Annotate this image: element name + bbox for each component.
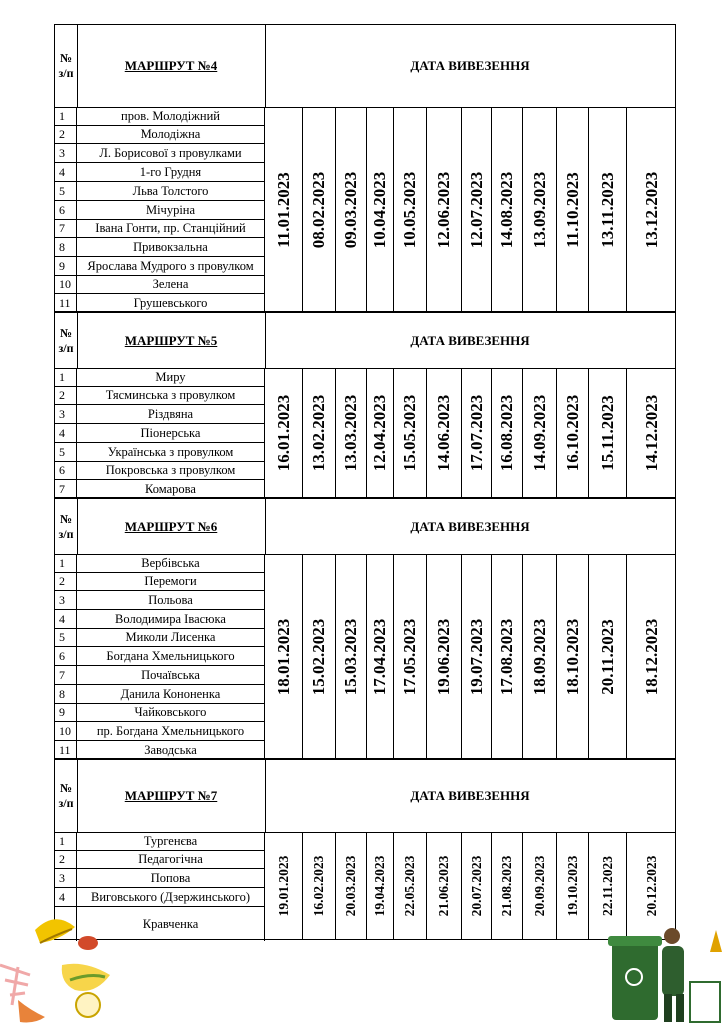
row-number: 7 <box>55 666 77 684</box>
row-number: 7 <box>55 480 77 499</box>
date-cell <box>589 554 627 759</box>
date-cell <box>394 107 427 312</box>
collection-date: 14.06.2023 <box>434 394 453 472</box>
date-cell <box>336 554 367 759</box>
route-title: МАРШРУТ №5 <box>77 313 266 368</box>
table-row <box>55 163 265 182</box>
collection-date: 13.09.2023 <box>529 171 549 248</box>
table-row <box>55 126 265 144</box>
collection-dates <box>265 107 675 312</box>
table-header <box>55 760 675 833</box>
collection-date: 21.06.2023 <box>436 855 451 917</box>
date-cell <box>557 368 589 498</box>
date-cell <box>627 554 677 759</box>
street-name: Виговського (Дзержинського) <box>77 888 265 906</box>
collection-date: 19.01.2023 <box>275 855 291 917</box>
collection-date: 13.03.2023 <box>341 394 360 472</box>
collection-date: 18.12.2023 <box>642 618 661 695</box>
table-row <box>55 368 265 387</box>
collection-date: 20.12.2023 <box>644 855 659 917</box>
row-number: 4 <box>55 888 77 906</box>
date-cell <box>557 832 589 940</box>
date-cell <box>462 554 492 759</box>
street-name: Богдана Хмельницького <box>77 647 265 665</box>
row-number: 1 <box>55 554 77 572</box>
collection-date: 10.04.2023 <box>370 171 389 248</box>
row-number: 9 <box>55 257 77 275</box>
collection-date: 20.11.2023 <box>597 618 617 695</box>
street-name: Польова <box>77 591 265 609</box>
street-name: Миру <box>77 368 265 386</box>
row-number: 2 <box>55 387 77 404</box>
row-number: 1 <box>55 368 77 386</box>
table-row <box>55 647 265 666</box>
date-cell <box>394 832 427 940</box>
date-cell <box>336 368 367 498</box>
date-cell <box>589 368 627 498</box>
date-cell <box>427 832 462 940</box>
collection-date: 11.01.2023 <box>273 171 293 248</box>
row-number: 1 <box>55 107 77 125</box>
dates-column-header: ДАТА ВИВЕЗЕННЯ <box>410 788 530 803</box>
street-name: пров. Молодіжний <box>77 107 265 125</box>
street-name: Чайковського <box>77 704 265 721</box>
collection-date: 08.02.2023 <box>309 171 328 248</box>
date-cell <box>367 368 394 498</box>
date-cell <box>367 107 394 312</box>
table-row <box>55 704 265 722</box>
date-cell <box>557 107 589 312</box>
date-cell <box>265 107 303 312</box>
collection-date: 19.07.2023 <box>466 618 486 695</box>
garbage-collector-illustration <box>604 922 724 1024</box>
number-column-header: № з/п <box>55 313 78 368</box>
table-row <box>55 591 265 610</box>
street-name: 1-го Грудня <box>77 163 265 181</box>
date-cell <box>427 107 462 312</box>
date-cell <box>336 107 367 312</box>
dates-column-header: ДАТА ВИВЕЗЕННЯ <box>410 332 530 348</box>
date-cell <box>589 107 627 312</box>
row-number: 9 <box>55 704 77 721</box>
table-row <box>55 685 265 704</box>
date-cell <box>265 368 303 498</box>
street-name: Грушевського <box>77 294 265 313</box>
collection-date: 12.06.2023 <box>434 171 453 248</box>
table-row <box>55 722 265 741</box>
table-row <box>55 201 265 220</box>
collection-date: 16.08.2023 <box>497 394 516 472</box>
table-row <box>55 443 265 462</box>
number-column-header: № з/п <box>55 25 78 107</box>
street-name: Перемоги <box>77 573 265 590</box>
row-number: 2 <box>55 851 77 868</box>
street-name: Ярослава Мудрого з провулком <box>77 257 265 275</box>
street-name: Зелена <box>77 276 265 293</box>
collection-date: 13.11.2023 <box>597 171 617 248</box>
date-cell <box>303 107 336 312</box>
collection-date: 20.03.2023 <box>343 855 358 917</box>
row-number: 5 <box>55 182 77 200</box>
collection-date: 20.07.2023 <box>468 855 484 917</box>
collection-date: 21.08.2023 <box>499 855 514 917</box>
date-cell <box>265 832 303 940</box>
row-number: 8 <box>55 238 77 256</box>
dates-column-header: ДАТА ВИВЕЗЕННЯ <box>410 58 530 73</box>
row-number: 11 <box>55 741 77 760</box>
row-number: 3 <box>55 144 77 162</box>
street-name: Л. Борисової з провулками <box>77 144 265 162</box>
collection-dates <box>265 554 675 759</box>
table-row <box>55 629 265 647</box>
row-number: 3 <box>55 405 77 423</box>
date-cell <box>427 368 462 498</box>
row-number: 7 <box>55 220 77 237</box>
route-title: МАРШРУТ №4 <box>77 25 266 107</box>
collection-date: 15.11.2023 <box>597 395 617 471</box>
table-header <box>55 25 675 108</box>
table-row <box>55 107 265 126</box>
street-name: пр. Богдана Хмельницького <box>77 722 265 740</box>
date-cell <box>557 554 589 759</box>
street-name: Володимира Івасюка <box>77 610 265 628</box>
route-table-7 <box>54 759 676 940</box>
street-name: Івана Гонти, пр. Станційний <box>77 220 265 237</box>
collection-date: 17.05.2023 <box>400 618 419 695</box>
street-name: Данила Кононенка <box>77 685 265 703</box>
collection-date: 14.12.2023 <box>642 394 661 472</box>
collection-date: 12.07.2023 <box>466 171 486 248</box>
row-number: 2 <box>55 573 77 590</box>
street-name: Заводська <box>77 741 265 760</box>
street-name: Піонерська <box>77 424 265 442</box>
row-number: 6 <box>55 462 77 479</box>
date-cell <box>492 832 523 940</box>
date-cell <box>627 368 677 498</box>
collection-date: 22.05.2023 <box>402 855 417 917</box>
collection-date: 13.02.2023 <box>309 394 328 472</box>
date-cell <box>394 368 427 498</box>
row-number: 4 <box>55 163 77 181</box>
collection-date: 12.04.2023 <box>370 394 389 472</box>
collection-date: 17.04.2023 <box>370 618 389 695</box>
date-cell <box>523 107 557 312</box>
table-row <box>55 554 265 573</box>
route-title: МАРШРУТ №6 <box>77 499 266 554</box>
collection-date: 15.02.2023 <box>309 618 328 695</box>
date-cell <box>303 832 336 940</box>
table-row <box>55 480 265 499</box>
table-row <box>55 869 265 888</box>
row-number: 3 <box>55 869 77 887</box>
street-name: Кравченка <box>77 907 265 941</box>
street-name: Мічуріна <box>77 201 265 219</box>
route-table-6 <box>54 498 676 759</box>
row-number: 5 <box>55 443 77 461</box>
street-name: Педагогічна <box>77 851 265 868</box>
row-number: 8 <box>55 685 77 703</box>
collection-date: 09.03.2023 <box>341 171 360 248</box>
street-name: Попова <box>77 869 265 887</box>
row-number: 4 <box>55 424 77 442</box>
street-name: Покровська з провулком <box>77 462 265 479</box>
date-cell <box>394 554 427 759</box>
number-column-header: № з/п <box>55 760 78 832</box>
table-row <box>55 220 265 238</box>
collection-date: 19.04.2023 <box>372 855 387 917</box>
street-name: Тясминська з провулком <box>77 387 265 404</box>
date-cell <box>367 554 394 759</box>
row-number: 10 <box>55 276 77 293</box>
collection-date: 11.10.2023 <box>562 171 582 248</box>
collection-date: 16.01.2023 <box>273 394 293 472</box>
collection-date: 15.05.2023 <box>400 394 419 472</box>
date-cell <box>303 368 336 498</box>
street-name: Вербівська <box>77 554 265 572</box>
collection-date: 16.02.2023 <box>311 855 326 917</box>
date-cell <box>492 107 523 312</box>
date-cell <box>367 832 394 940</box>
collection-date: 17.08.2023 <box>497 618 516 695</box>
date-cell <box>462 368 492 498</box>
collection-date: 19.06.2023 <box>434 618 453 695</box>
date-cell <box>462 832 492 940</box>
street-name: Українська з провулком <box>77 443 265 461</box>
table-row <box>55 573 265 591</box>
collection-date: 22.11.2023 <box>599 855 615 917</box>
collection-date: 18.10.2023 <box>562 618 582 695</box>
table-row <box>55 851 265 869</box>
number-column-header: № з/п <box>55 499 78 554</box>
table-row <box>55 144 265 163</box>
table-row <box>55 424 265 443</box>
dates-column-header: ДАТА ВИВЕЗЕННЯ <box>410 518 530 534</box>
row-number: 6 <box>55 201 77 219</box>
date-cell <box>523 832 557 940</box>
row-number: 3 <box>55 591 77 609</box>
route-title: МАРШРУТ №7 <box>77 760 266 832</box>
date-cell <box>303 554 336 759</box>
table-row <box>55 238 265 257</box>
street-name: Комарова <box>77 480 265 499</box>
collection-date: 13.12.2023 <box>642 171 661 248</box>
collection-date: 20.09.2023 <box>531 855 547 917</box>
collection-date: 17.07.2023 <box>466 394 486 472</box>
collection-date: 16.10.2023 <box>562 394 582 472</box>
date-cell <box>427 554 462 759</box>
collection-date: 14.09.2023 <box>529 394 549 472</box>
date-cell <box>523 554 557 759</box>
collection-date: 19.10.2023 <box>564 855 580 917</box>
row-number: 2 <box>55 126 77 143</box>
row-number: 5 <box>55 629 77 646</box>
street-name: Льва Толстого <box>77 182 265 200</box>
collection-date: 14.08.2023 <box>497 171 516 248</box>
table-header <box>55 499 675 555</box>
row-number: 1 <box>55 832 77 850</box>
table-row <box>55 182 265 201</box>
date-cell <box>627 107 677 312</box>
date-cell <box>265 554 303 759</box>
collection-dates <box>265 368 675 498</box>
collection-date: 10.05.2023 <box>400 171 419 248</box>
collection-date: 15.03.2023 <box>341 618 360 695</box>
route-table-5 <box>54 312 676 498</box>
table-row <box>55 741 265 760</box>
date-cell <box>492 554 523 759</box>
table-row <box>55 610 265 629</box>
table-row <box>55 832 265 851</box>
collection-date: 18.01.2023 <box>273 618 293 695</box>
table-row <box>55 294 265 313</box>
table-row <box>55 462 265 480</box>
street-name: Привокзальна <box>77 238 265 256</box>
fruit-waste-illustration <box>0 905 135 1024</box>
route-table-4 <box>54 24 676 312</box>
table-row <box>55 276 265 294</box>
street-name: Почаївська <box>77 666 265 684</box>
collection-date: 18.09.2023 <box>529 618 549 695</box>
street-name: Тургенєва <box>77 832 265 850</box>
row-number: 10 <box>55 722 77 740</box>
date-cell <box>462 107 492 312</box>
date-cell <box>523 368 557 498</box>
street-name: Різдвяна <box>77 405 265 423</box>
date-cell <box>336 832 367 940</box>
table-row <box>55 257 265 276</box>
table-header <box>55 313 675 369</box>
street-name: Молодіжна <box>77 126 265 143</box>
row-number: 4 <box>55 610 77 628</box>
table-row <box>55 405 265 424</box>
row-number: 6 <box>55 647 77 665</box>
table-row <box>55 387 265 405</box>
date-cell <box>492 368 523 498</box>
table-row <box>55 666 265 685</box>
street-name: Миколи Лисенка <box>77 629 265 646</box>
row-number: 11 <box>55 294 77 313</box>
